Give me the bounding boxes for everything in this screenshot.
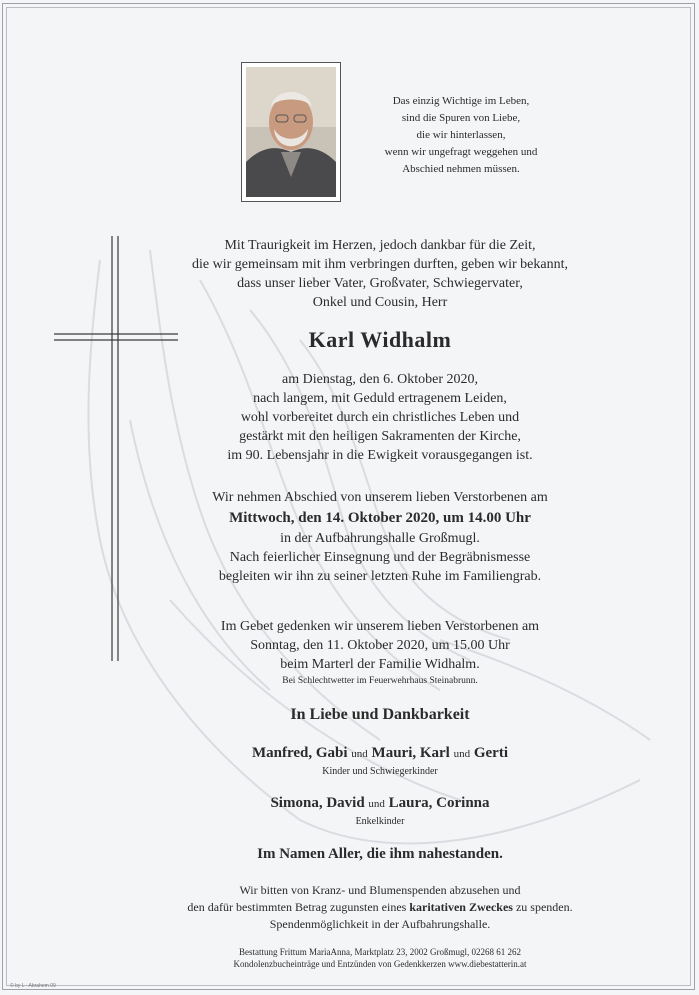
portrait-photo — [246, 67, 336, 197]
request-emphasis: karitativen Zweckes — [409, 900, 513, 914]
poem-line: wenn wir ungefragt weggehen und — [384, 146, 538, 158]
request-line: Spendenmöglichkeit in der Aufbahrungshalle. — [269, 917, 491, 931]
footer-line: Kondolenzbucheinträge und Entzünden von Gedenkkerzen www.diebestatterin.at — [233, 959, 527, 969]
poem-line: die wir hinterlassen, — [416, 129, 506, 141]
intro-line: Onkel und Cousin, Herr — [312, 295, 448, 310]
intro-line: die wir gemeinsam mit ihm verbringen durften, geben wir bekannt, — [192, 257, 568, 272]
relation-grandchildren: Enkelkinder — [355, 816, 405, 827]
details-line: wohl vorbereitet durch ein christliches Leben und — [240, 410, 520, 425]
names: Manfred, Gabi — [251, 745, 348, 761]
conjunction: und — [453, 748, 471, 760]
prayer-line: Sonntag, den 11. Oktober 2020, um 15.00 Uhr — [250, 638, 510, 653]
deceased-name: Karl Widhalm — [308, 327, 452, 352]
details-line: nach langem, mit Geduld ertragenem Leiden, — [253, 391, 507, 406]
farewell-line: Nach feierlicher Einsegnung und der Begräbnismesse — [229, 550, 531, 565]
details-line: am Dienstag, den 6. Oktober 2020, — [282, 372, 478, 387]
conjunction: und — [368, 798, 385, 810]
funeral-home-footer — [150, 946, 610, 970]
donation-request — [150, 882, 610, 933]
prayer-line: beim Marterl der Familie Widhalm. — [280, 657, 480, 672]
poem — [356, 93, 566, 178]
names: Laura, Corinna — [388, 795, 490, 811]
intro-line: dass unser lieber Vater, Großvater, Schwiegervater, — [237, 276, 523, 291]
names: Simona, David — [270, 795, 365, 811]
names: Mauri, Karl — [371, 745, 450, 761]
names: Gerti — [473, 745, 509, 761]
family-grandchildren — [150, 793, 610, 815]
poem-line: Abschied nehmen müssen. — [402, 163, 520, 175]
on-behalf-line: Im Namen Aller, die ihm nahestanden. — [257, 846, 503, 862]
relation-children: Kinder und Schwiegerkinder — [322, 766, 438, 777]
footer-line: Bestattung Frittum MariaAnna, Marktplatz 23, 2002 Großmugl, 02268 61 262 — [239, 947, 521, 957]
poem-line: sind die Spuren von Liebe, — [401, 112, 521, 124]
details-line: gestärkt mit den heiligen Sakramenten der Kirche, — [239, 429, 521, 444]
weather-note: Bei Schlechtwetter im Feuerwehrhaus Steinabrunn. — [282, 676, 478, 686]
prayer-info — [150, 617, 610, 688]
farewell-line: in der Aufbahrungshalle Großmugl. — [280, 531, 480, 546]
farewell-intro: Wir nehmen Abschied von unserem lieben Verstorbenen am — [212, 490, 548, 505]
farewell-line: begleiten wir ihn zu seiner letzten Ruhe im Familiengrab. — [218, 569, 542, 584]
request-line — [150, 899, 610, 916]
family-children — [150, 743, 610, 765]
request-text: zu spenden. — [512, 900, 573, 914]
request-text: den dafür bestimmten Betrag zugunsten eines — [187, 900, 410, 914]
request-line: Wir bitten von Kranz- und Blumenspenden abzusehen und — [239, 883, 521, 897]
details-line: im 90. Lebensjahr in die Ewigkeit vorausgegangen ist. — [227, 448, 533, 463]
prayer-line: Im Gebet gedenken wir unserem lieben Verstorbenen am — [220, 619, 540, 634]
death-details — [150, 370, 610, 465]
funeral-info — [150, 488, 610, 586]
funeral-date: Mittwoch, den 14. Oktober 2020, um 14.00 Uhr — [229, 510, 531, 526]
intro-line: Mit Traurigkeit im Herzen, jedoch dankbar für die Zeit, — [224, 238, 536, 253]
image-credit: © by L - Abrahem 09 — [10, 983, 56, 989]
thanks-heading: In Liebe und Dankbarkeit — [290, 706, 470, 723]
portrait-photo-frame — [241, 62, 341, 202]
announcement-intro — [150, 236, 610, 312]
poem-line: Das einzig Wichtige im Leben, — [392, 95, 530, 107]
conjunction: und — [351, 748, 368, 760]
